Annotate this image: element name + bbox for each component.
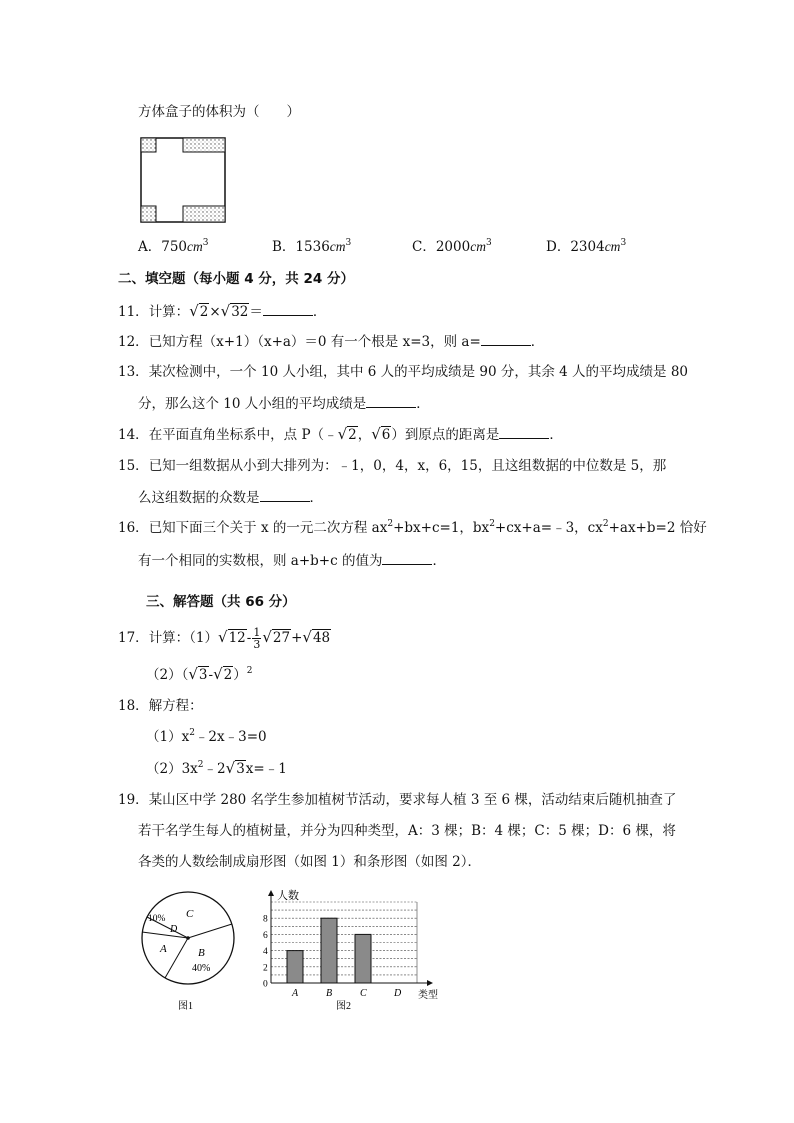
bar-A bbox=[287, 951, 303, 983]
bar-B bbox=[321, 918, 337, 983]
answer-blank[interactable] bbox=[260, 487, 310, 502]
answer-blank[interactable] bbox=[263, 301, 313, 316]
y-tick-8: 8 bbox=[263, 914, 268, 925]
pie-chart-figure-1 bbox=[140, 890, 245, 1015]
question-13-line1: 13．某次检测中，一个 10 人小组，其中 6 人的平均成绩是 90 分，其余 4 人的平均成绩是 80 bbox=[118, 364, 689, 380]
corner-cut-tl bbox=[141, 138, 156, 152]
q10-option-b[interactable]: B．$1536cm^3$ bbox=[272, 238, 352, 255]
x-axis-arrow bbox=[427, 980, 433, 986]
section-solve-title: 三、解答题（共 66 分） bbox=[146, 594, 296, 610]
x-tick-A: A bbox=[292, 988, 299, 999]
bar-C bbox=[355, 934, 371, 983]
question-19-line1: 19．某山区中学 280 名学生参加植树节活动，要求每人植 3 至 6 棵，活动结束后随机抽查了 bbox=[118, 792, 677, 808]
corner-cut-tr bbox=[183, 138, 225, 152]
x-tick-B: B bbox=[326, 988, 333, 999]
y-axis-arrow bbox=[268, 890, 274, 896]
pie-label-d: D bbox=[170, 924, 178, 935]
pie-label-10pct: 10% bbox=[148, 914, 166, 924]
box-net-figure bbox=[138, 135, 228, 225]
question-11: 11．计算：√2×√32＝ ． bbox=[118, 302, 327, 320]
answer-blank[interactable] bbox=[366, 393, 416, 408]
answer-blank[interactable] bbox=[499, 424, 549, 439]
x-tick-D: D bbox=[394, 988, 402, 999]
q10-option-d[interactable]: D．$2304cm^3$ bbox=[546, 238, 627, 255]
question-18-eq1: $(1)x^2﹣2x﹣3=0$ bbox=[146, 728, 267, 745]
question-15-line2: 么这组数据的众数是 ． bbox=[138, 487, 323, 508]
section-fill-in-title: 二、填空题（每小题 4 分，共 24 分） bbox=[118, 271, 354, 287]
x-axis-label: 类型 bbox=[418, 990, 438, 1001]
question-12: 12．已知方程（x+1）（x+a）＝0 有一个根是 x=3，则 a= ． bbox=[118, 331, 544, 352]
corner-cut-bl bbox=[141, 206, 156, 222]
x-tick-C: C bbox=[360, 988, 367, 999]
question-17-part2: $(2)(√3-√2)^2$ bbox=[146, 665, 253, 683]
question-17-part1: 17．计算：（1）√12- $\frac{1}{3}$ √27+√48 bbox=[118, 626, 331, 651]
question-13-line2: 分，那么这个 10 人小组的平均成绩是 ． bbox=[138, 393, 430, 414]
answer-blank[interactable] bbox=[382, 550, 432, 565]
question-18-eq2: $(2)3x^2﹣2√3x=﹣1$ bbox=[146, 759, 287, 777]
y-tick-2: 2 bbox=[263, 963, 268, 974]
pie-label-b: B bbox=[198, 947, 205, 959]
q10-option-c[interactable]: C．$2000cm^3$ bbox=[412, 238, 492, 255]
q10-stem: 方体盒子的体积为（ ） bbox=[138, 104, 300, 120]
q10-option-a[interactable]: A．$750cm^3$ bbox=[138, 238, 209, 255]
y-tick-4: 4 bbox=[263, 947, 268, 958]
answer-blank[interactable] bbox=[481, 331, 531, 346]
bar-chart-caption: 图2 bbox=[336, 1001, 351, 1012]
y-tick-6: 6 bbox=[263, 930, 268, 941]
pie-label-a: A bbox=[160, 943, 167, 955]
question-15-line1: 15．已知一组数据从小到大排列为：﹣1，0，4，x，6，15，且这组数据的中位数是 5，那 bbox=[118, 458, 667, 474]
question-16-line2: 有一个相同的实数根，则 a+b+c 的值为 ． bbox=[138, 550, 446, 571]
question-16-line1: 16．已知下面三个关于 x 的一元二次方程 $ax^2+bx+c=1$，$bx^2+cx+a=﹣3$，$cx^2+ax+b=2$ 恰好 bbox=[118, 519, 707, 536]
question-18-title: 18．解方程： bbox=[118, 698, 203, 714]
pie-label-c: C bbox=[186, 908, 194, 920]
question-14: 14．在平面直角坐标系中，点 P（﹣√2，√6）到原点的距离是 ． bbox=[118, 425, 563, 443]
y-axis-label: 人数 bbox=[277, 890, 299, 902]
question-19-line3: 各类的人数绘制成扇形图（如图 1）和条形图（如图 2）． bbox=[138, 854, 482, 870]
pie-label-40pct: 40% bbox=[192, 963, 211, 974]
question-19-line2: 若干名学生每人的植树量，并分为四种类型，A：3 棵；B：4 棵；C：5 棵；D：6 棵，将 bbox=[138, 823, 676, 839]
corner-cut-br bbox=[183, 206, 225, 222]
fraction-one-third: $\frac{1}{3}$ bbox=[253, 626, 261, 651]
bar-chart-figure-2 bbox=[255, 885, 450, 1020]
pie-center bbox=[186, 936, 190, 940]
pie-caption: 图1 bbox=[178, 1001, 193, 1012]
y-tick-0: 0 bbox=[263, 979, 268, 990]
